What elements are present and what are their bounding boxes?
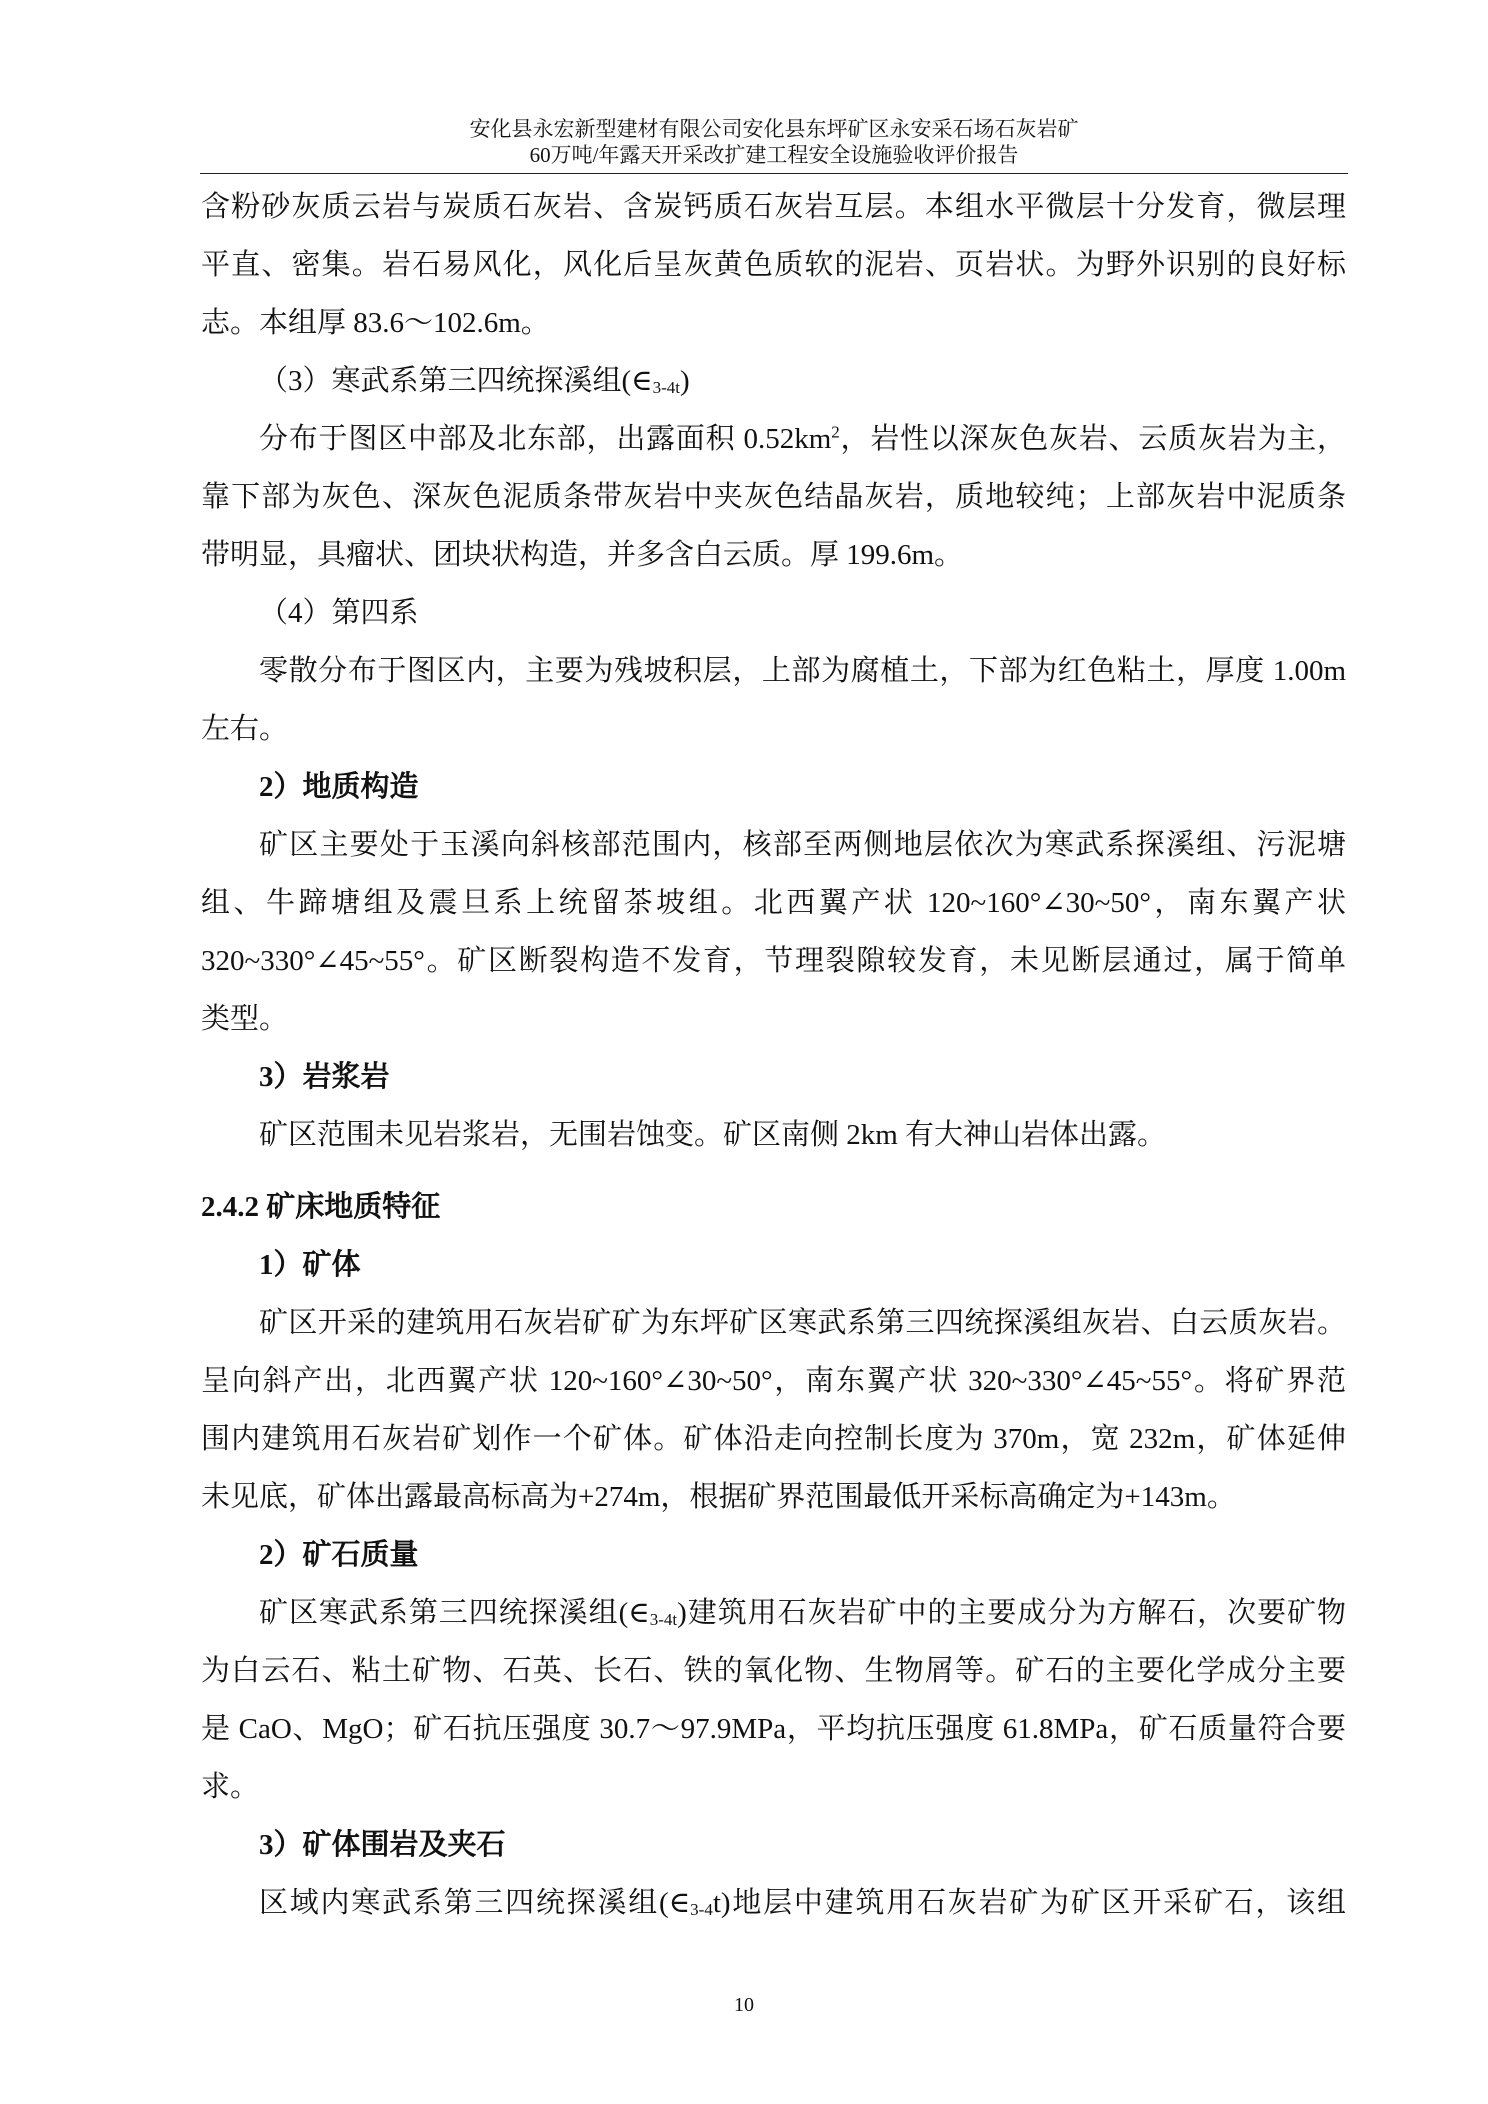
text-line: 含粉砂灰质云岩与炭质石灰岩、含炭钙质石灰岩互层。本组水平微层十分发育，微层理 [201, 191, 1346, 223]
text-line: 矿区主要处于玉溪向斜核部范围内，核部至两侧地层依次为寒武系探溪组、污泥塘 [259, 829, 1346, 861]
text-line: 320~330°∠45~55°。矿区断裂构造不发育，节理裂隙较发育，未见断层通过，属于简单 [201, 945, 1346, 977]
text-line: 求。 [201, 1771, 260, 1803]
text-line: 未见底，矿体出露最高标高为+274m，根据矿界范围最低开采标高确定为+143m。 [201, 1481, 1236, 1513]
subscript: 3-4t [649, 1610, 678, 1629]
subheading-quaternary: （4）第四系 [259, 597, 419, 629]
text-line: 矿区开采的建筑用石灰岩矿矿为东坪矿区寒武系第三四统探溪组灰岩、白云质灰岩。 [259, 1307, 1346, 1339]
text-line: 零散分布于图区内，主要为残坡积层，上部为腐植土，下部为红色粘土，厚度 1.00m [259, 655, 1346, 687]
text-line: 志。本组厚 83.6～102.6m。 [201, 307, 550, 339]
text-part: t)地层中建筑用石灰岩矿为矿区开采矿石，该组 [712, 1887, 1347, 1919]
text-line: 左右。 [201, 713, 289, 745]
text-line: 为白云石、粘土矿物、石英、长石、铁的氧化物、生物屑等。矿石的主要化学成分主要 [201, 1655, 1346, 1687]
subscript: 3-4t [652, 378, 681, 397]
header-line-1: 安化县永宏新型建材有限公司安化县东坪矿区永安采石场石灰岩矿 [469, 117, 1079, 141]
text-part: 区域内寒武系第三四统探溪组(∈ [259, 1887, 691, 1919]
text-part: 分布于图区中部及北东部，出露面积 0.52km [259, 423, 832, 455]
heading-wall-rock: 3）矿体围岩及夹石 [259, 1829, 506, 1861]
text-part: )建筑用石灰岩矿中的主要成分为方解石，次要矿物 [677, 1597, 1346, 1629]
header-line-2: 60万吨/年露天开采改扩建工程安全设施验收评价报告 [529, 143, 1019, 167]
superscript: 2 [831, 422, 840, 442]
text-line [201, 1584, 1346, 1642]
text-line: 矿区范围未见岩浆岩，无围岩蚀变。矿区南侧 2km 有大神山岩体出露。 [259, 1119, 1167, 1151]
text-line: 类型。 [201, 1003, 289, 1035]
text-line: 靠下部为灰色、深灰色泥质条带灰岩中夹灰色结晶灰岩，质地较纯；上部灰岩中泥质条 [201, 481, 1346, 513]
text-part: ，岩性以深灰色灰岩、云质灰岩为主， [839, 423, 1346, 455]
text-line [201, 410, 1346, 468]
heading-ore-quality: 2）矿石质量 [259, 1539, 419, 1571]
text-line: 带明显，具瘤状、团块状构造，并多含白云质。厚 199.6m。 [201, 539, 964, 571]
heading-magmatic-rock: 3）岩浆岩 [259, 1061, 390, 1093]
paren: ) [680, 365, 690, 397]
section-heading-2-4-2: 2.4.2 矿床地质特征 [201, 1191, 441, 1223]
heading-geologic-structure: 2）地质构造 [259, 771, 419, 803]
page-number: 10 [734, 1994, 754, 2016]
text-line: 围内建筑用石灰岩矿划作一个矿体。矿体沿走向控制长度为 370m，宽 232m，矿体延伸 [201, 1423, 1346, 1455]
heading-ore-body: 1）矿体 [259, 1249, 361, 1281]
subheading-cambrian [201, 352, 1346, 410]
text-line: 组、牛蹄塘组及震旦系上统留茶坡组。北西翼产状 120~160°∠30~50°，南东翼产状 [201, 887, 1346, 919]
text-line [201, 1874, 1346, 1932]
running-header [200, 116, 1348, 168]
text-line: 呈向斜产出，北西翼产状 120~160°∠30~50°，南东翼产状 320~330°∠45~55°。将矿界范 [201, 1365, 1346, 1397]
text-line: 平直、密集。岩石易风化，风化后呈灰黄色质软的泥岩、页岩状。为野外识别的良好标 [201, 249, 1346, 281]
header-rule [200, 173, 1348, 174]
text-line: 是 CaO、MgO；矿石抗压强度 30.7～97.9MPa，平均抗压强度 61.8MPa，矿石质量符合要 [201, 1713, 1346, 1745]
subheading-text: （3）寒武系第三四统探溪组(∈ [259, 365, 653, 397]
text-part: 矿区寒武系第三四统探溪组(∈ [259, 1597, 650, 1629]
document-body [201, 178, 1346, 1932]
subscript: 3-4 [690, 1900, 713, 1919]
